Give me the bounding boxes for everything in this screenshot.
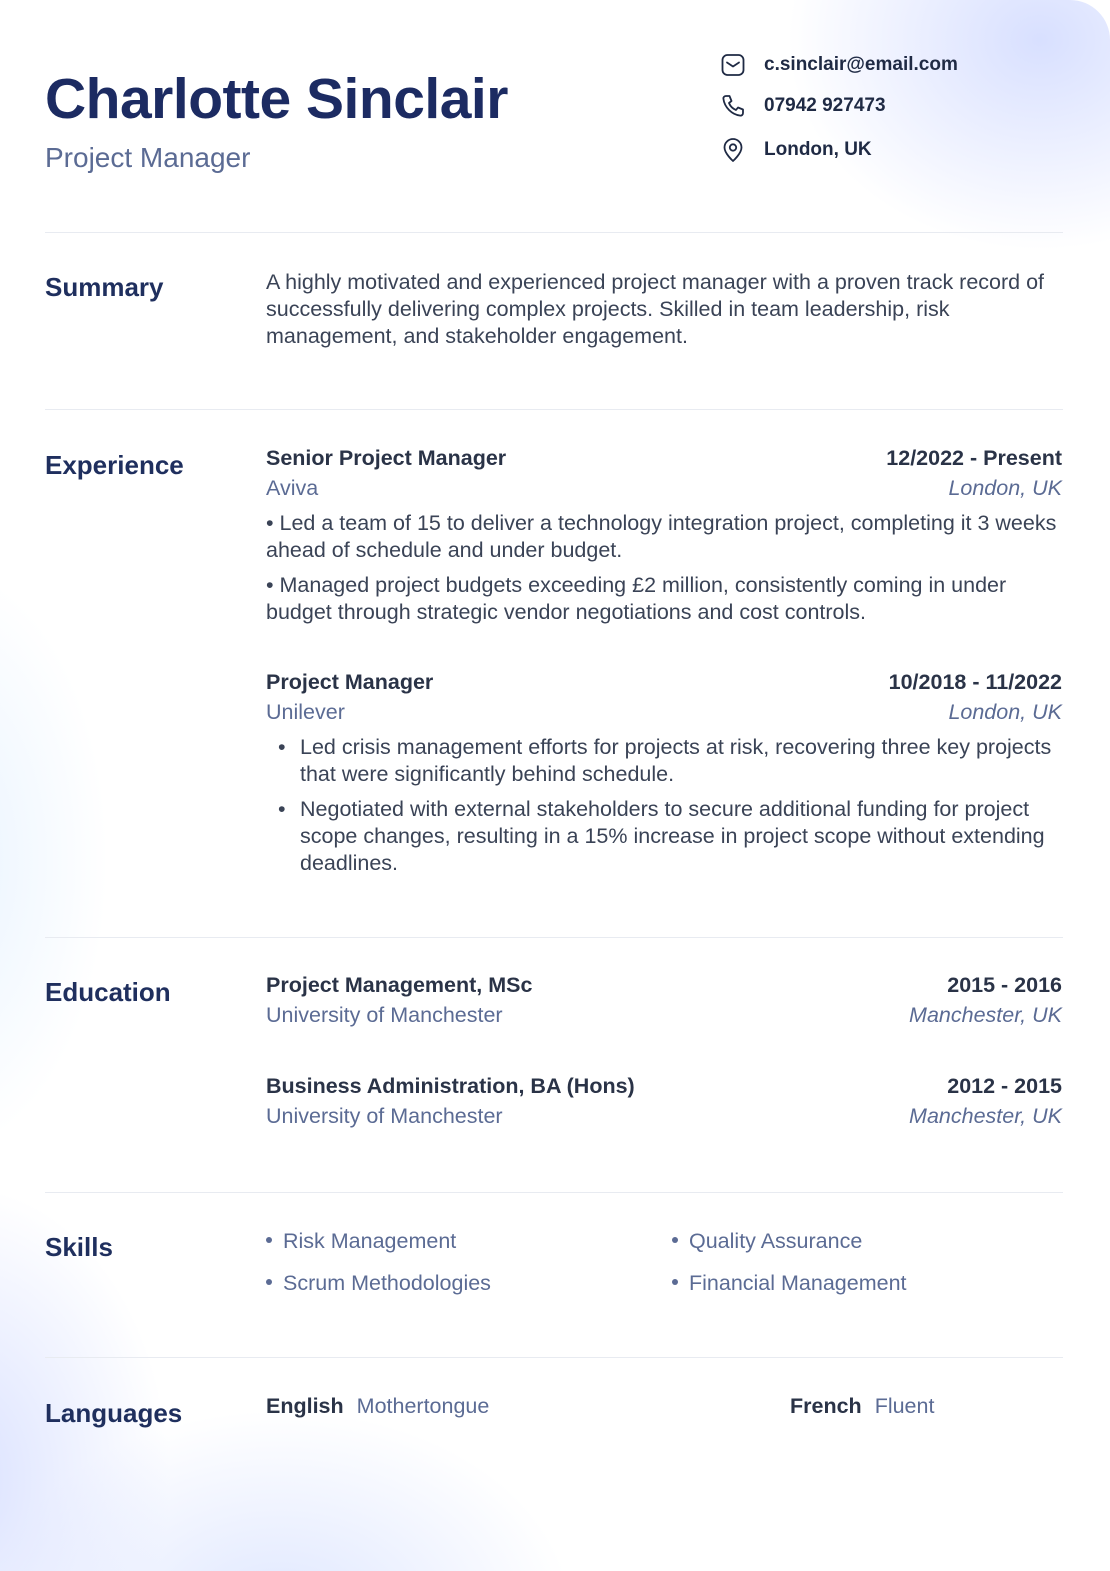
degree-title: Business Administration, BA (Hons) xyxy=(266,1074,635,1098)
bullet-dot xyxy=(266,1279,272,1285)
company-name: Aviva xyxy=(266,476,319,500)
school-location: Manchester, UK xyxy=(909,1003,1062,1027)
job-bullet: • Managed project budgets exceeding £2 million, consistently coming in under budget through strategic vendor negotiations and cost controls. xyxy=(266,573,1007,624)
divider xyxy=(45,232,1063,233)
language-item xyxy=(266,1394,489,1419)
education-entry xyxy=(266,1074,1062,1134)
school-name: University of Manchester xyxy=(266,1104,503,1128)
job-title: Project Manager xyxy=(266,670,434,694)
contact-phone-text: 07942 927473 xyxy=(764,95,886,116)
skill-label: Scrum Methodologies xyxy=(283,1271,491,1295)
education-entry xyxy=(266,973,1062,1033)
job-title: Senior Project Manager xyxy=(266,446,507,470)
language-name: English xyxy=(266,1394,344,1418)
contact-location xyxy=(718,135,872,165)
job-bullet: • Led crisis management efforts for projects at risk, recovering three key projects that were significantly behind schedule. xyxy=(266,734,1062,788)
section-title-languages: Languages xyxy=(45,1398,183,1428)
bullet-dot xyxy=(266,1237,272,1243)
skill-item xyxy=(266,1271,491,1296)
bullet-dot xyxy=(672,1279,678,1285)
section-title-summary: Summary xyxy=(45,272,164,302)
language-name: French xyxy=(790,1394,862,1418)
skill-item xyxy=(266,1229,456,1254)
map-pin-icon xyxy=(718,135,748,165)
language-level: Mothertongue xyxy=(356,1394,490,1418)
phone-icon xyxy=(718,91,748,121)
contact-email-text: c.sinclair@email.com xyxy=(764,54,958,75)
school-name: University of Manchester xyxy=(266,1003,503,1027)
education-dates: 2015 - 2016 xyxy=(947,973,1062,997)
envelope-icon xyxy=(718,50,748,80)
job-bullet: • Negotiated with external stakeholders to secure additional funding for project scope changes, resulting in a 15% increase in project scope without extending deadlines. xyxy=(266,796,1062,877)
summary-text: A highly motivated and experienced project manager with a proven track record of successfully delivering complex projects. Skilled in team leadership, risk management, and stakeholder engagement. xyxy=(266,270,1045,348)
bullet-dot xyxy=(672,1237,678,1243)
experience-entry xyxy=(266,446,1062,634)
section-title-skills: Skills xyxy=(45,1232,113,1262)
skill-item xyxy=(672,1271,907,1296)
job-bullets xyxy=(266,510,1062,626)
divider xyxy=(45,937,1063,938)
job-dates: 10/2018 - 11/2022 xyxy=(888,670,1062,694)
contact-email[interactable] xyxy=(718,50,958,80)
skill-label: Quality Assurance xyxy=(689,1229,863,1253)
education-dates: 2012 - 2015 xyxy=(947,1074,1062,1098)
section-title-experience: Experience xyxy=(45,450,184,480)
skill-item xyxy=(672,1229,862,1254)
job-location: London, UK xyxy=(948,476,1062,500)
skill-label: Risk Management xyxy=(283,1229,457,1253)
language-level: Fluent xyxy=(874,1394,935,1418)
skill-label: Financial Management xyxy=(689,1271,907,1295)
company-name: Unilever xyxy=(266,700,345,724)
job-bullet: • Led a team of 15 to deliver a technology integration project, completing it 3 weeks ahead of schedule and under budget. xyxy=(266,511,1057,562)
job-dates: 12/2022 - Present xyxy=(886,446,1062,470)
candidate-role: Project Manager xyxy=(45,142,251,173)
degree-title: Project Management, MSc xyxy=(266,973,533,997)
section-title-education: Education xyxy=(45,977,171,1007)
divider xyxy=(45,409,1063,410)
experience-entry xyxy=(266,670,1062,885)
job-location: London, UK xyxy=(948,700,1062,724)
school-location: Manchester, UK xyxy=(909,1104,1062,1128)
contact-location-text: London, UK xyxy=(764,139,872,160)
job-bullets xyxy=(266,734,1062,877)
candidate-name: Charlotte Sinclair xyxy=(45,67,508,131)
language-item xyxy=(790,1394,934,1419)
contact-phone[interactable] xyxy=(718,91,886,121)
divider xyxy=(45,1357,1063,1358)
divider xyxy=(45,1192,1063,1193)
